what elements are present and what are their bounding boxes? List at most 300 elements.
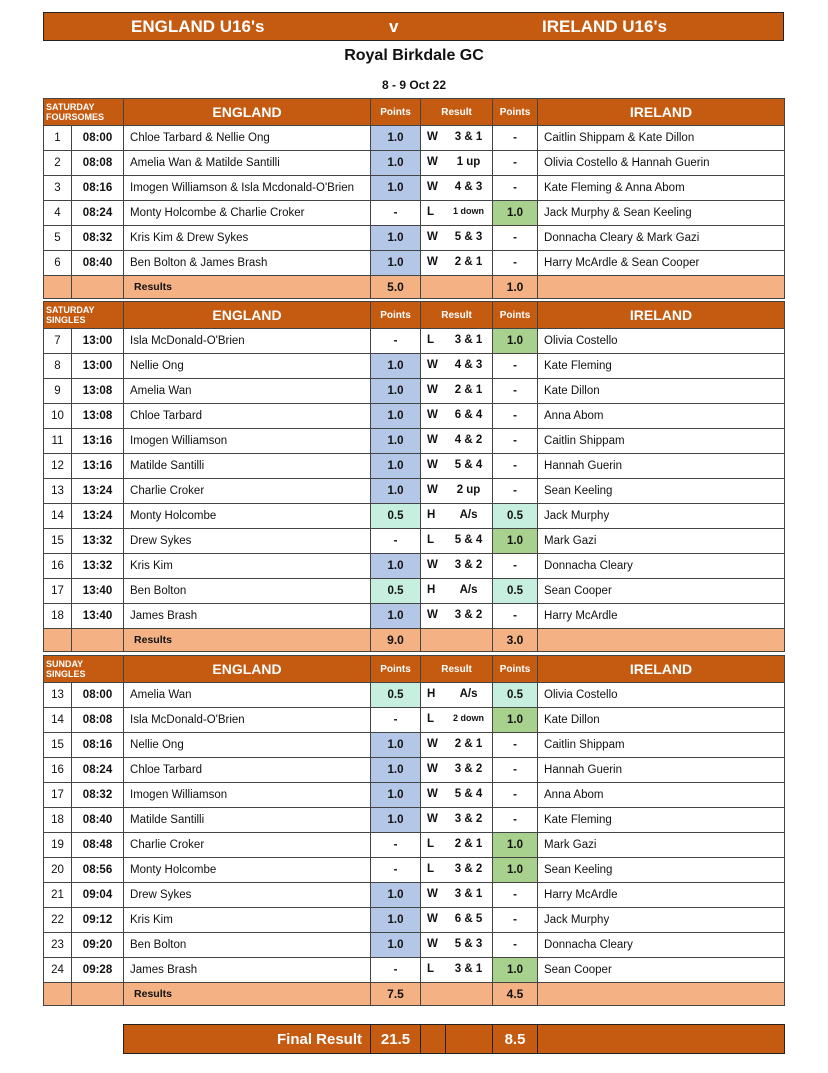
ireland-players: Anna Abom <box>538 783 785 808</box>
match-row <box>44 933 785 958</box>
result-margin: 5 & 4 <box>454 788 483 800</box>
session-format: FOURSOMES <box>46 112 105 122</box>
england-players: Ben Bolton <box>124 579 371 604</box>
tee-time: 08:32 <box>72 783 124 808</box>
match-result <box>421 201 493 226</box>
match-row <box>44 604 785 629</box>
match-row <box>44 683 785 708</box>
england-points: 1.0 <box>371 354 421 379</box>
ireland-session-total: 3.0 <box>493 629 538 652</box>
tee-time: 13:40 <box>72 579 124 604</box>
session-day: SUNDAY <box>46 659 84 669</box>
result-margin: 5 & 3 <box>454 231 483 243</box>
match-number: 5 <box>44 226 72 251</box>
result-header: Result <box>421 656 493 683</box>
ireland-players: Sean Keeling <box>538 858 785 883</box>
match-number: 20 <box>44 858 72 883</box>
tee-time: 09:20 <box>72 933 124 958</box>
results-spacer <box>421 276 493 299</box>
england-points: 1.0 <box>371 454 421 479</box>
result-margin: 2 & 1 <box>454 838 483 850</box>
england-players: Drew Sykes <box>124 529 371 554</box>
england-players: Nellie Ong <box>124 733 371 758</box>
ireland-points: - <box>493 226 538 251</box>
result-letter: H <box>427 509 436 521</box>
ireland-points: - <box>493 404 538 429</box>
tee-time: 13:32 <box>72 554 124 579</box>
match-number: 17 <box>44 579 72 604</box>
match-number: 6 <box>44 251 72 276</box>
versus-label: v <box>389 17 399 36</box>
results-spacer <box>72 276 124 299</box>
tee-time: 08:48 <box>72 833 124 858</box>
ireland-points: - <box>493 429 538 454</box>
ireland-session-total: 4.5 <box>493 983 538 1006</box>
ireland-players: Kate Fleming <box>538 808 785 833</box>
match-result <box>421 529 493 554</box>
session-results-row <box>44 629 785 652</box>
tee-time: 08:08 <box>72 708 124 733</box>
match-number: 21 <box>44 883 72 908</box>
match-number: 14 <box>44 708 72 733</box>
ireland-players: Caitlin Shippam & Kate Dillon <box>538 126 785 151</box>
ireland-players: Donnacha Cleary <box>538 933 785 958</box>
tee-time: 08:24 <box>72 758 124 783</box>
tee-time: 08:40 <box>72 251 124 276</box>
england-points: 1.0 <box>371 126 421 151</box>
england-players: Drew Sykes <box>124 883 371 908</box>
match-number: 4 <box>44 201 72 226</box>
result-letter: W <box>427 763 438 775</box>
match-number: 24 <box>44 958 72 983</box>
england-players: Nellie Ong <box>124 354 371 379</box>
match-row <box>44 708 785 733</box>
match-number: 7 <box>44 329 72 354</box>
ireland-players: Olivia Costello <box>538 329 785 354</box>
england-players: Charlie Croker <box>124 479 371 504</box>
results-label: Results <box>124 629 371 652</box>
match-number: 3 <box>44 176 72 201</box>
ireland-header: IRELAND <box>538 656 785 683</box>
match-number: 13 <box>44 683 72 708</box>
match-row <box>44 808 785 833</box>
results-spacer <box>72 629 124 652</box>
match-row <box>44 379 785 404</box>
tee-time: 13:16 <box>72 429 124 454</box>
england-points: 1.0 <box>371 226 421 251</box>
match-number: 22 <box>44 908 72 933</box>
result-margin: 2 & 1 <box>454 256 483 268</box>
results-spacer <box>44 276 72 299</box>
match-number: 1 <box>44 126 72 151</box>
result-margin: 3 & 2 <box>454 559 483 571</box>
ireland-players: Caitlin Shippam <box>538 429 785 454</box>
result-letter: W <box>427 609 438 621</box>
ireland-players: Harry McArdle <box>538 883 785 908</box>
result-letter: W <box>427 434 438 446</box>
england-players: Chloe Tarbard <box>124 758 371 783</box>
match-row <box>44 454 785 479</box>
results-spacer <box>538 629 785 652</box>
tee-time: 08:08 <box>72 151 124 176</box>
match-result <box>421 833 493 858</box>
result-margin: 6 & 5 <box>454 913 483 925</box>
match-result <box>421 504 493 529</box>
ireland-points: - <box>493 733 538 758</box>
match-row <box>44 883 785 908</box>
ireland-points-header: Points <box>493 99 538 126</box>
venue-title: Royal Birkdale GC <box>344 47 484 64</box>
tee-time: 13:24 <box>72 479 124 504</box>
match-result <box>421 858 493 883</box>
match-row <box>44 329 785 354</box>
ireland-points: - <box>493 933 538 958</box>
result-letter: W <box>427 131 438 143</box>
england-points: 1.0 <box>371 604 421 629</box>
results-spacer <box>421 983 493 1006</box>
session-header <box>44 99 785 126</box>
england-players: Chloe Tarbard & Nellie Ong <box>124 126 371 151</box>
england-points: 1.0 <box>371 808 421 833</box>
session-table <box>43 655 785 1006</box>
result-margin: 4 & 3 <box>454 359 483 371</box>
result-margin: 3 & 1 <box>454 131 483 143</box>
result-letter: W <box>427 913 438 925</box>
final-result-label: Final Result <box>124 1025 371 1054</box>
ireland-players: Caitlin Shippam <box>538 733 785 758</box>
match-row <box>44 733 785 758</box>
match-row <box>44 908 785 933</box>
match-result <box>421 479 493 504</box>
match-number: 18 <box>44 808 72 833</box>
england-players: Chloe Tarbard <box>124 404 371 429</box>
match-row <box>44 126 785 151</box>
result-letter: W <box>427 788 438 800</box>
ireland-points: 1.0 <box>493 201 538 226</box>
tee-time: 09:28 <box>72 958 124 983</box>
final-spacer <box>421 1025 446 1054</box>
england-points: 1.0 <box>371 151 421 176</box>
final-result-bar <box>123 1024 785 1054</box>
result-margin: 3 & 1 <box>454 888 483 900</box>
match-number: 12 <box>44 454 72 479</box>
session-day: SATURDAY <box>46 305 95 315</box>
final-spacer <box>538 1025 785 1054</box>
tee-time: 08:00 <box>72 126 124 151</box>
result-letter: W <box>427 938 438 950</box>
ireland-points: - <box>493 604 538 629</box>
match-result <box>421 554 493 579</box>
match-number: 2 <box>44 151 72 176</box>
tee-time: 13:32 <box>72 529 124 554</box>
ireland-points-header: Points <box>493 302 538 329</box>
result-margin: 4 & 3 <box>454 181 483 193</box>
result-letter: W <box>427 813 438 825</box>
match-number: 18 <box>44 604 72 629</box>
ireland-points: - <box>493 758 538 783</box>
result-letter: W <box>427 559 438 571</box>
match-result <box>421 708 493 733</box>
session-table <box>43 98 785 299</box>
england-points: 1.0 <box>371 908 421 933</box>
match-row <box>44 958 785 983</box>
result-letter: L <box>427 534 435 546</box>
england-players: Monty Holcombe <box>124 858 371 883</box>
result-margin: 3 & 1 <box>454 963 483 975</box>
session-header <box>44 302 785 329</box>
england-points-header: Points <box>371 656 421 683</box>
tee-time: 08:40 <box>72 808 124 833</box>
match-number: 23 <box>44 933 72 958</box>
match-result <box>421 808 493 833</box>
england-points: 1.0 <box>371 379 421 404</box>
result-letter: W <box>427 231 438 243</box>
result-letter: L <box>427 334 435 346</box>
result-margin: 3 & 2 <box>454 813 483 825</box>
result-letter: W <box>427 156 438 168</box>
result-letter: L <box>427 838 435 850</box>
england-points: 1.0 <box>371 554 421 579</box>
tee-time: 13:24 <box>72 504 124 529</box>
result-margin: 3 & 2 <box>454 609 483 621</box>
england-players: Kris Kim & Drew Sykes <box>124 226 371 251</box>
session-day: SATURDAY <box>46 102 95 112</box>
england-points: - <box>371 958 421 983</box>
result-margin: 4 & 2 <box>454 434 483 446</box>
ireland-points-header: Points <box>493 656 538 683</box>
england-points: 1.0 <box>371 758 421 783</box>
result-header: Result <box>421 99 493 126</box>
results-spacer <box>72 983 124 1006</box>
session-header <box>44 656 785 683</box>
ireland-points: 0.5 <box>493 579 538 604</box>
session-label <box>44 656 124 683</box>
match-number: 15 <box>44 529 72 554</box>
ireland-points: - <box>493 908 538 933</box>
match-title-bar <box>43 12 784 41</box>
england-players: Ben Bolton <box>124 933 371 958</box>
match-result <box>421 176 493 201</box>
tee-time: 13:08 <box>72 404 124 429</box>
result-margin: 1 down <box>453 206 485 216</box>
match-number: 13 <box>44 479 72 504</box>
england-points: - <box>371 833 421 858</box>
england-players: Kris Kim <box>124 908 371 933</box>
tee-time: 08:24 <box>72 201 124 226</box>
ireland-players: Harry McArdle <box>538 604 785 629</box>
ireland-players: Jack Murphy & Sean Keeling <box>538 201 785 226</box>
ireland-points: - <box>493 151 538 176</box>
session-label <box>44 302 124 329</box>
england-players: Monty Holcombe <box>124 504 371 529</box>
england-players: Monty Holcombe & Charlie Croker <box>124 201 371 226</box>
result-margin: 1 up <box>456 156 481 168</box>
result-margin: A/s <box>459 688 478 700</box>
match-number: 17 <box>44 783 72 808</box>
match-number: 14 <box>44 504 72 529</box>
match-number: 16 <box>44 758 72 783</box>
match-result <box>421 883 493 908</box>
ireland-points: 1.0 <box>493 529 538 554</box>
england-players: Matilde Santilli <box>124 454 371 479</box>
ireland-players: Hannah Guerin <box>538 758 785 783</box>
tee-time: 08:16 <box>72 733 124 758</box>
tee-time: 13:08 <box>72 379 124 404</box>
result-header: Result <box>421 302 493 329</box>
result-letter: L <box>427 713 435 725</box>
ireland-points: 0.5 <box>493 504 538 529</box>
ireland-players: Sean Cooper <box>538 579 785 604</box>
ireland-points: - <box>493 379 538 404</box>
ireland-points: - <box>493 126 538 151</box>
result-letter: W <box>427 256 438 268</box>
match-row <box>44 251 785 276</box>
match-result <box>421 354 493 379</box>
ireland-points: 1.0 <box>493 958 538 983</box>
ireland-players: Olivia Costello & Hannah Guerin <box>538 151 785 176</box>
ireland-players: Sean Keeling <box>538 479 785 504</box>
ireland-session-total: 1.0 <box>493 276 538 299</box>
ireland-players: Mark Gazi <box>538 833 785 858</box>
match-result <box>421 908 493 933</box>
england-points: - <box>371 708 421 733</box>
ireland-players: Harry McArdle & Sean Cooper <box>538 251 785 276</box>
match-result <box>421 329 493 354</box>
england-players: Isla McDonald-O'Brien <box>124 329 371 354</box>
england-points: 0.5 <box>371 683 421 708</box>
ireland-points: 1.0 <box>493 708 538 733</box>
ireland-players: Hannah Guerin <box>538 454 785 479</box>
match-row <box>44 554 785 579</box>
england-session-total: 5.0 <box>371 276 421 299</box>
ireland-points: - <box>493 354 538 379</box>
ireland-players: Kate Dillon <box>538 379 785 404</box>
match-row <box>44 479 785 504</box>
result-letter: L <box>427 863 435 875</box>
match-result <box>421 151 493 176</box>
ireland-points: - <box>493 808 538 833</box>
ireland-points: - <box>493 251 538 276</box>
england-players: James Brash <box>124 958 371 983</box>
ireland-points: 1.0 <box>493 329 538 354</box>
result-margin: 2 up <box>456 484 481 496</box>
match-result <box>421 783 493 808</box>
tee-time: 08:16 <box>72 176 124 201</box>
ireland-header: IRELAND <box>538 302 785 329</box>
result-margin: 6 & 4 <box>454 409 483 421</box>
match-result <box>421 379 493 404</box>
tee-time: 08:00 <box>72 683 124 708</box>
england-points: - <box>371 858 421 883</box>
final-england-total: 21.5 <box>371 1025 421 1054</box>
match-result <box>421 126 493 151</box>
ireland-points: - <box>493 176 538 201</box>
england-header: ENGLAND <box>124 302 371 329</box>
result-margin: A/s <box>459 584 478 596</box>
match-row <box>44 404 785 429</box>
england-points: - <box>371 529 421 554</box>
england-points: 1.0 <box>371 783 421 808</box>
match-result <box>421 251 493 276</box>
england-players: James Brash <box>124 604 371 629</box>
match-number: 8 <box>44 354 72 379</box>
ireland-points: - <box>493 479 538 504</box>
ireland-players: Donnacha Cleary <box>538 554 785 579</box>
tee-time: 09:04 <box>72 883 124 908</box>
match-result <box>421 733 493 758</box>
match-number: 11 <box>44 429 72 454</box>
england-points: 1.0 <box>371 883 421 908</box>
match-row <box>44 504 785 529</box>
match-result <box>421 579 493 604</box>
match-number: 9 <box>44 379 72 404</box>
result-margin: 2 & 1 <box>454 738 483 750</box>
england-players: Imogen Williamson & Isla Mcdonald-O'Brien <box>124 176 371 201</box>
event-dates: 8 - 9 Oct 22 <box>381 78 447 92</box>
match-row <box>44 529 785 554</box>
result-letter: W <box>427 484 438 496</box>
ireland-players: Kate Dillon <box>538 708 785 733</box>
result-letter: W <box>427 738 438 750</box>
ireland-players: Anna Abom <box>538 404 785 429</box>
ireland-players: Sean Cooper <box>538 958 785 983</box>
results-spacer <box>44 983 72 1006</box>
england-team-title: ENGLAND U16's <box>131 17 265 36</box>
result-letter: W <box>427 359 438 371</box>
results-spacer <box>538 276 785 299</box>
match-number: 15 <box>44 733 72 758</box>
england-points: 1.0 <box>371 404 421 429</box>
match-row <box>44 354 785 379</box>
result-letter: W <box>427 181 438 193</box>
ireland-points: - <box>493 883 538 908</box>
final-spacer <box>446 1025 493 1054</box>
results-spacer <box>538 983 785 1006</box>
match-row <box>44 429 785 454</box>
england-points: 1.0 <box>371 733 421 758</box>
results-spacer <box>421 629 493 652</box>
tee-time: 13:40 <box>72 604 124 629</box>
ireland-players: Jack Murphy <box>538 504 785 529</box>
ireland-points: 1.0 <box>493 858 538 883</box>
match-row <box>44 579 785 604</box>
session-results-row <box>44 983 785 1006</box>
tee-time: 08:32 <box>72 226 124 251</box>
result-letter: W <box>427 409 438 421</box>
match-row <box>44 226 785 251</box>
session-format: SINGLES <box>46 669 86 679</box>
match-number: 16 <box>44 554 72 579</box>
ireland-points: 1.0 <box>493 833 538 858</box>
result-margin: 5 & 4 <box>454 459 483 471</box>
england-points: 1.0 <box>371 933 421 958</box>
match-result <box>421 958 493 983</box>
england-players: Imogen Williamson <box>124 783 371 808</box>
england-points: - <box>371 329 421 354</box>
match-row <box>44 151 785 176</box>
england-players: Amelia Wan & Matilde Santilli <box>124 151 371 176</box>
england-points: 1.0 <box>371 251 421 276</box>
ireland-players: Jack Murphy <box>538 908 785 933</box>
result-letter: H <box>427 688 436 700</box>
match-result <box>421 404 493 429</box>
england-players: Kris Kim <box>124 554 371 579</box>
session-table <box>43 301 785 652</box>
result-letter: L <box>427 206 435 218</box>
result-letter: W <box>427 459 438 471</box>
england-points: 1.0 <box>371 429 421 454</box>
match-result <box>421 429 493 454</box>
